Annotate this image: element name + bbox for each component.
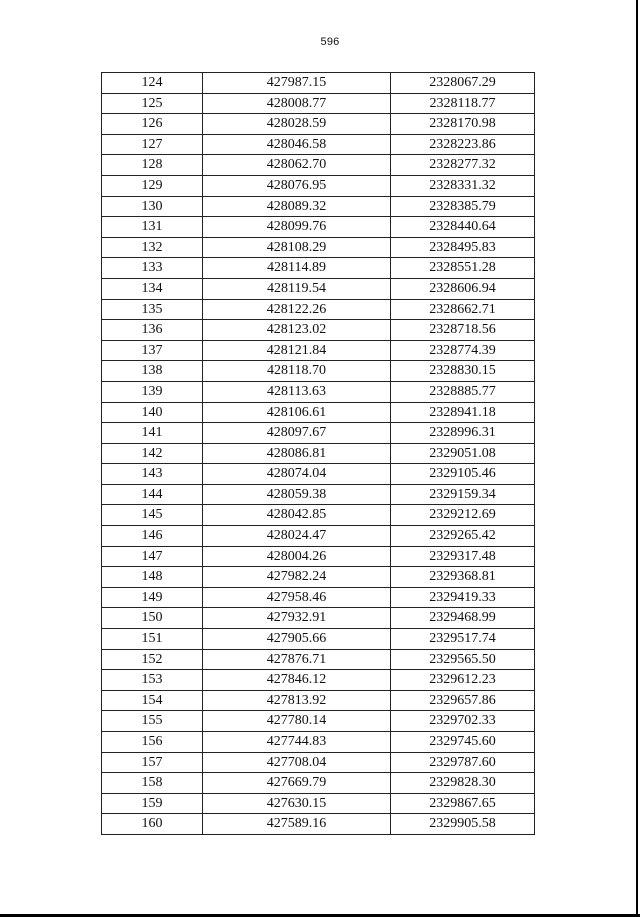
y-coordinate-cell: 2328170.98 <box>391 114 535 135</box>
point-id-cell: 134 <box>102 278 203 299</box>
table-row <box>102 649 535 670</box>
table-row <box>102 793 535 814</box>
x-coordinate-cell: 428042.85 <box>203 505 391 526</box>
point-id-cell: 130 <box>102 196 203 217</box>
table-row <box>102 381 535 402</box>
x-coordinate-cell: 428062.70 <box>203 155 391 176</box>
y-coordinate-cell: 2328223.86 <box>391 134 535 155</box>
table-row <box>102 752 535 773</box>
x-coordinate-cell: 428097.67 <box>203 423 391 444</box>
table-row <box>102 320 535 341</box>
table-row <box>102 773 535 794</box>
x-coordinate-cell: 428121.84 <box>203 340 391 361</box>
point-id-cell: 129 <box>102 175 203 196</box>
table-row <box>102 546 535 567</box>
y-coordinate-cell: 2329517.74 <box>391 629 535 650</box>
point-id-cell: 147 <box>102 546 203 567</box>
x-coordinate-cell: 428074.04 <box>203 464 391 485</box>
point-id-cell: 143 <box>102 464 203 485</box>
point-id-cell: 149 <box>102 587 203 608</box>
point-id-cell: 152 <box>102 649 203 670</box>
point-id-cell: 139 <box>102 381 203 402</box>
point-id-cell: 150 <box>102 608 203 629</box>
y-coordinate-cell: 2328277.32 <box>391 155 535 176</box>
point-id-cell: 144 <box>102 484 203 505</box>
coordinate-table <box>101 72 535 835</box>
x-coordinate-cell: 428114.89 <box>203 258 391 279</box>
y-coordinate-cell: 2328385.79 <box>391 196 535 217</box>
point-id-cell: 148 <box>102 567 203 588</box>
y-coordinate-cell: 2329702.33 <box>391 711 535 732</box>
table-row <box>102 587 535 608</box>
table-row <box>102 361 535 382</box>
y-coordinate-cell: 2329368.81 <box>391 567 535 588</box>
y-coordinate-cell: 2328662.71 <box>391 299 535 320</box>
x-coordinate-cell: 428076.95 <box>203 175 391 196</box>
x-coordinate-cell: 427744.83 <box>203 732 391 753</box>
y-coordinate-cell: 2329565.50 <box>391 649 535 670</box>
y-coordinate-cell: 2329212.69 <box>391 505 535 526</box>
y-coordinate-cell: 2329657.86 <box>391 690 535 711</box>
y-coordinate-cell: 2328774.39 <box>391 340 535 361</box>
x-coordinate-cell: 427669.79 <box>203 773 391 794</box>
point-id-cell: 133 <box>102 258 203 279</box>
table-row <box>102 299 535 320</box>
y-coordinate-cell: 2329317.48 <box>391 546 535 567</box>
table-row <box>102 690 535 711</box>
table-row <box>102 567 535 588</box>
table-row <box>102 217 535 238</box>
table-row <box>102 732 535 753</box>
x-coordinate-cell: 428086.81 <box>203 443 391 464</box>
y-coordinate-cell: 2328495.83 <box>391 237 535 258</box>
table-row <box>102 278 535 299</box>
y-coordinate-cell: 2328606.94 <box>391 278 535 299</box>
x-coordinate-cell: 427813.92 <box>203 690 391 711</box>
x-coordinate-cell: 428059.38 <box>203 484 391 505</box>
y-coordinate-cell: 2329159.34 <box>391 484 535 505</box>
page-number: 596 <box>320 36 340 48</box>
y-coordinate-cell: 2328118.77 <box>391 93 535 114</box>
table-row <box>102 526 535 547</box>
point-id-cell: 126 <box>102 114 203 135</box>
x-coordinate-cell: 428046.58 <box>203 134 391 155</box>
y-coordinate-cell: 2328941.18 <box>391 402 535 423</box>
table-row <box>102 258 535 279</box>
y-coordinate-cell: 2329828.30 <box>391 773 535 794</box>
y-coordinate-cell: 2328830.15 <box>391 361 535 382</box>
y-coordinate-cell: 2329468.99 <box>391 608 535 629</box>
table-row <box>102 196 535 217</box>
y-coordinate-cell: 2328331.32 <box>391 175 535 196</box>
point-id-cell: 159 <box>102 793 203 814</box>
x-coordinate-cell: 427780.14 <box>203 711 391 732</box>
point-id-cell: 135 <box>102 299 203 320</box>
x-coordinate-cell: 427630.15 <box>203 793 391 814</box>
table-row <box>102 155 535 176</box>
table-row <box>102 443 535 464</box>
table-row <box>102 73 535 94</box>
x-coordinate-cell: 427846.12 <box>203 670 391 691</box>
coordinate-table-body <box>102 73 535 835</box>
x-coordinate-cell: 428099.76 <box>203 217 391 238</box>
point-id-cell: 131 <box>102 217 203 238</box>
table-row <box>102 629 535 650</box>
x-coordinate-cell: 428024.47 <box>203 526 391 547</box>
point-id-cell: 157 <box>102 752 203 773</box>
x-coordinate-cell: 428028.59 <box>203 114 391 135</box>
point-id-cell: 124 <box>102 73 203 94</box>
x-coordinate-cell: 427982.24 <box>203 567 391 588</box>
y-coordinate-cell: 2328440.64 <box>391 217 535 238</box>
point-id-cell: 138 <box>102 361 203 382</box>
scan-border-right <box>636 0 638 917</box>
point-id-cell: 160 <box>102 814 203 835</box>
y-coordinate-cell: 2329265.42 <box>391 526 535 547</box>
y-coordinate-cell: 2329105.46 <box>391 464 535 485</box>
y-coordinate-cell: 2328996.31 <box>391 423 535 444</box>
x-coordinate-cell: 428004.26 <box>203 546 391 567</box>
x-coordinate-cell: 427932.91 <box>203 608 391 629</box>
point-id-cell: 127 <box>102 134 203 155</box>
x-coordinate-cell: 428008.77 <box>203 93 391 114</box>
point-id-cell: 142 <box>102 443 203 464</box>
x-coordinate-cell: 428123.02 <box>203 320 391 341</box>
y-coordinate-cell: 2329051.08 <box>391 443 535 464</box>
table-row <box>102 134 535 155</box>
point-id-cell: 136 <box>102 320 203 341</box>
table-row <box>102 93 535 114</box>
table-row <box>102 237 535 258</box>
x-coordinate-cell: 427589.16 <box>203 814 391 835</box>
x-coordinate-cell: 427876.71 <box>203 649 391 670</box>
x-coordinate-cell: 427987.15 <box>203 73 391 94</box>
x-coordinate-cell: 428113.63 <box>203 381 391 402</box>
x-coordinate-cell: 428108.29 <box>203 237 391 258</box>
point-id-cell: 125 <box>102 93 203 114</box>
table-row <box>102 340 535 361</box>
table-row <box>102 670 535 691</box>
point-id-cell: 154 <box>102 690 203 711</box>
y-coordinate-cell: 2328885.77 <box>391 381 535 402</box>
point-id-cell: 128 <box>102 155 203 176</box>
table-row <box>102 114 535 135</box>
point-id-cell: 145 <box>102 505 203 526</box>
table-row <box>102 402 535 423</box>
table-row <box>102 175 535 196</box>
x-coordinate-cell: 428106.61 <box>203 402 391 423</box>
x-coordinate-cell: 428119.54 <box>203 278 391 299</box>
x-coordinate-cell: 427958.46 <box>203 587 391 608</box>
point-id-cell: 140 <box>102 402 203 423</box>
point-id-cell: 137 <box>102 340 203 361</box>
y-coordinate-cell: 2329419.33 <box>391 587 535 608</box>
point-id-cell: 141 <box>102 423 203 444</box>
point-id-cell: 132 <box>102 237 203 258</box>
y-coordinate-cell: 2329612.23 <box>391 670 535 691</box>
y-coordinate-cell: 2329905.58 <box>391 814 535 835</box>
point-id-cell: 146 <box>102 526 203 547</box>
y-coordinate-cell: 2329787.60 <box>391 752 535 773</box>
table-row <box>102 484 535 505</box>
table-row <box>102 505 535 526</box>
x-coordinate-cell: 428089.32 <box>203 196 391 217</box>
y-coordinate-cell: 2329745.60 <box>391 732 535 753</box>
point-id-cell: 155 <box>102 711 203 732</box>
x-coordinate-cell: 428118.70 <box>203 361 391 382</box>
table-row <box>102 814 535 835</box>
y-coordinate-cell: 2329867.65 <box>391 793 535 814</box>
y-coordinate-cell: 2328718.56 <box>391 320 535 341</box>
point-id-cell: 156 <box>102 732 203 753</box>
y-coordinate-cell: 2328067.29 <box>391 73 535 94</box>
x-coordinate-cell: 427905.66 <box>203 629 391 650</box>
table-row <box>102 423 535 444</box>
point-id-cell: 158 <box>102 773 203 794</box>
table-row <box>102 711 535 732</box>
table-row <box>102 608 535 629</box>
y-coordinate-cell: 2328551.28 <box>391 258 535 279</box>
point-id-cell: 151 <box>102 629 203 650</box>
x-coordinate-cell: 428122.26 <box>203 299 391 320</box>
x-coordinate-cell: 427708.04 <box>203 752 391 773</box>
point-id-cell: 153 <box>102 670 203 691</box>
table-row <box>102 464 535 485</box>
